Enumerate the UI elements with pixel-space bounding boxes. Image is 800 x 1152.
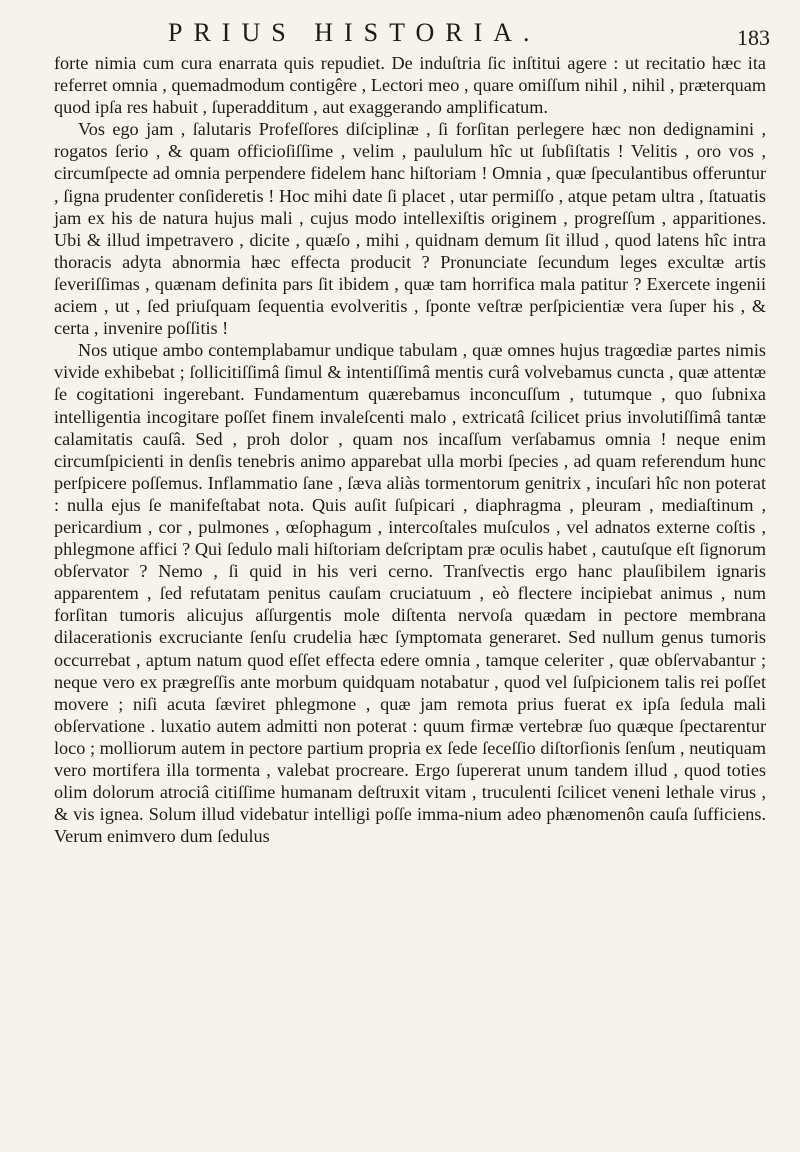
page-number: 183	[737, 25, 770, 50]
running-head	[0, 14, 800, 54]
running-head-title: PRIUS HISTORIA.	[168, 18, 541, 47]
body-text	[54, 52, 766, 847]
paragraph-contemplation: Nos utique ambo contemplabamur undique tabulam , quæ omnes hujus tragœdiæ partes nimis vivide exhibebat ; ſollicitiſſimâ ſimul & intentiſſimâ mentis curâ volvebamus cuncta , quæ attentæ ſe cogitationi ingerebant. Fundamentum quærebamus inconcuſſum , tutumque , quo ſubnixa intelligentia incogitare poſſet finem invaleſcenti malo , extricatâ ſcilicet prius involutiſſimâ tantæ calamitatis cauſâ. Sed , proh dolor , quam nos incaſſum verſabamus omnia ! neque enim circumſpicienti in denſis tenebris animo apparebat ulla morbi ſpecies , ad quam referendum hunc perſpicere poſſemus. Inflammatio ſane , ſæva aliàs tormentorum genitrix , incuſari hîc non poterat : nulla ejus ſe manifeſtabat nota. Quis auſit ſuſpicari , diaphragma , pleuram , mediaſtinum , pericardium , cor , pulmones , œſophagum , intercoſtales muſculos , vel adnatos externe coſtis , phlegmone affici ? Qui ſedulo mali hiſtoriam deſcriptam præ oculis habet , cautuſque eſt ſignorum obſervator ? Nemo , ſi quid in his veri cerno. Tranſvectis ergo hanc plauſibilem ignaris apparentem , ſed refutatam penitus cauſam cruciatuum , eò flectere incipiebat animus , num forſitan tumoris alicujus aſſurgentis mole diſtenta nervoſa quædam in pectore membrana dilacerationis excruciante ſenſu crudelia hæc ſymptomata generaret. Sed nullum genus tumoris occurrebat , aptum natum quod eſſet effecta edere omnia , tamque celeriter , quæ obſervabantur ; neque vero ex prægreſſis ante morbum quidquam notabatur , quod vel ſuſpicionem talis rei poſſet movere ; niſi acuta ſæviret phlegmone , quæ jam remota prius fuerat ex ipſa ſedula mali obſervatione . luxatio autem admitti non poterat : quum firmæ vertebræ ſuo quæque ſpectarentur loco ; molliorum autem in pectore partium propria ex ſede ſeceſſio diſtorſionis ſenſum , neutiquam vero mortifera illa tormenta , valebat procreare. Ergo ſupererat unum tandem illud , quod toties olim dolorum atrociâ citiſſime humanam deſtruxit vitam , truculenti ſcilicet veneni lethale virus , & vis ignea. Solum illud videbatur intelligi poſſe imma-nium adeo phænomenôn cauſa ſufficiens. Verum enimvero dum ſedulus	[54, 340, 766, 847]
paragraph-address-to-professors: Vos ego jam , ſalutaris Profeſſores diſciplinæ , ſi forſitan perlegere hæc non dedignamini , rogatos ſerio , & quam officioſiſſime , velim , paululum hîc ut ſubſiſtatis ! Velitis , oro vos , circumſpecte ad omnia perpendere fidelem hanc hiſtoriam ! Omnia , quæ ſpeculantibus offeruntur , ſigna prudenter conſideretis ! Hoc mihi date ſi placet , utar permiſſo , atque petam ultra , ſtatuatis jam ex his de natura hujus mali , cujus modo intellexiſtis originem , progreſſum , apparitiones. Ubi & illud impetravero , dicite , quæſo , mihi , quidnam demum ſit illud , quod latens hîc intra thoracis adyta abnormia hæc effecta producit ? Pronunciate ſecundum leges excultæ artis ſeveriſſimas , quænam definita pars ſit ibidem , quæ tam horrifica mala patitur ? Exercete ingenii aciem , ut , ſed priuſquam ſequentia evolveritis , ſponte veſtræ perſpicientiæ vera ſuper his , & certa , invenire poſſitis !	[54, 119, 766, 339]
paragraph-continuation: forte nimia cum cura enarrata quis repudiet. De induſtria ſic inſtitui agere : ut recitatio hæc ita referret omnia , quemadmodum contigêre , Lectori meo , quare omiſſum nihil , nihil , præterquam quod ipſa res habuit , ſuperadditum , aut exaggerando amplificatum.	[54, 53, 766, 118]
